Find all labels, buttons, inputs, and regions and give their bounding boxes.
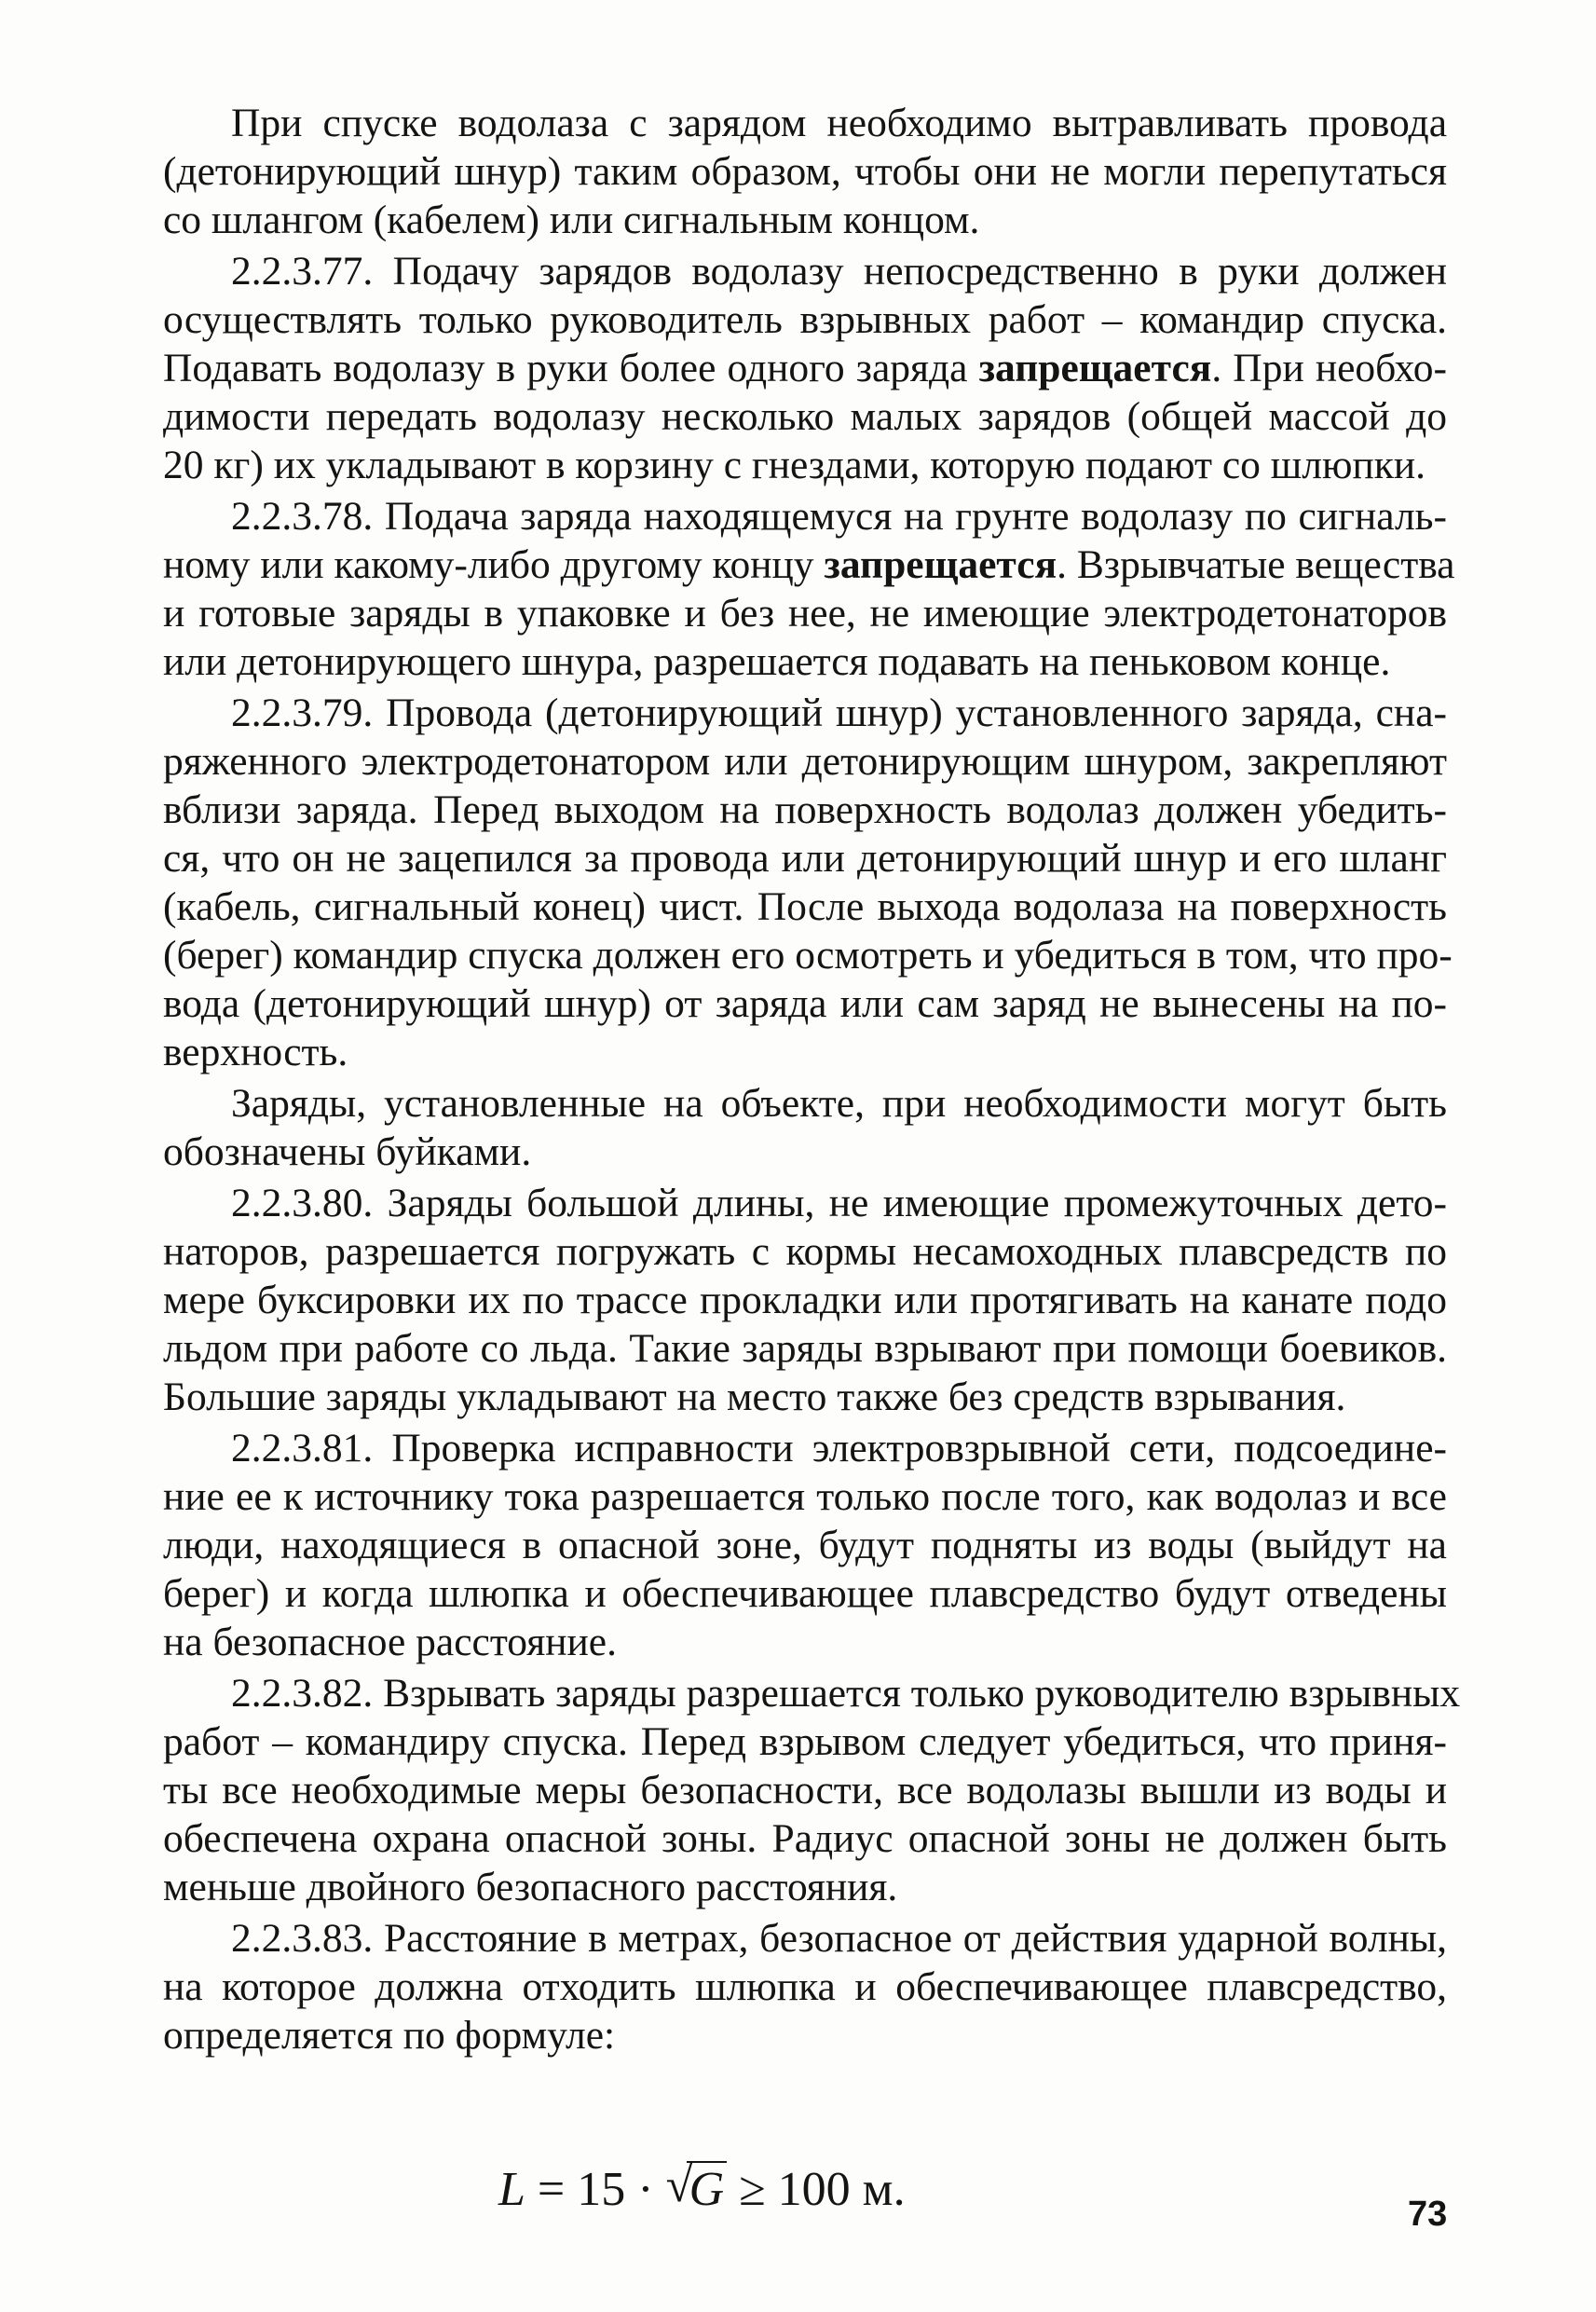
formula-eq: = 15 ·: [525, 2163, 666, 2216]
text-line: (кабель, сигнальный конец) чист. После выхода водолаза на поверхность: [163, 884, 1447, 929]
text-line: на которое должна отходить шлюпка и обеспечивающее плавсредство,: [163, 1964, 1447, 2009]
emphasis: запрещается: [978, 346, 1212, 390]
text-line: ся, что он не зацепился за провода или детонирующий шнур и его шланг: [163, 836, 1447, 881]
paragraph: [163, 99, 1447, 244]
text-line: наторов, разрешается погружать с кормы несамоходных плавсредств по: [163, 1229, 1447, 1274]
text-line: со шлангом (кабелем) или сигнальным концом.: [163, 198, 980, 242]
text-line: При спуске водолаза с зарядом необходимо вытравливать провода: [231, 101, 1447, 145]
text-line: ты все необходимые меры безопасности, все водолазы вышли из воды и: [163, 1768, 1447, 1813]
text-line: вода (детонирующий шнур) от заряда или сам заряд не вынесены на по-: [163, 981, 1447, 1026]
text-line: работ – командиру спуска. Перед взрывом следует убедиться, что приня-: [163, 1719, 1447, 1764]
text-line: 2.2.3.81. Проверка исправности электровзрывной сети, подсоедине-: [231, 1426, 1447, 1471]
paragraph: [163, 492, 1455, 686]
text-line: обозначены буйками.: [163, 1129, 532, 1174]
text-line: ному или какому-либо другому концу запрещается. Взрывчатые вещества: [163, 542, 1455, 587]
paragraph: [163, 1914, 1447, 2059]
text-line: 2.2.3.83. Расстояние в метрах, безопасное от действия ударной волны,: [231, 1916, 1447, 1961]
text-line: определяется по формуле:: [163, 2013, 616, 2058]
formula-safe-distance: [498, 2159, 906, 2217]
text-line: Заряды, установленные на объекте, при необходимости могут быть: [231, 1081, 1447, 1126]
formula-sqrt: [665, 2159, 728, 2217]
text-line: Большие заряды укладывают на место также без средств взрывания.: [163, 1375, 1346, 1419]
text-line: обеспечена охрана опасной зоны. Радиус опасной зоны не должен быть: [163, 1816, 1447, 1861]
text-line: 2.2.3.77. Подачу зарядов водолазу непосредственно в руки должен: [231, 249, 1447, 294]
formula-rhs: ≥ 100 м.: [727, 2163, 906, 2216]
paragraph: [163, 1079, 1447, 1176]
formula-radicand: G: [687, 2161, 728, 2216]
text-line: вблизи заряда. Перед выходом на поверхность водолаз должен убедить-: [163, 787, 1447, 832]
text-line: 2.2.3.80. Заряды большой длины, не имеющие промежуточных дето-: [231, 1181, 1447, 1225]
paragraph: [163, 1424, 1447, 1666]
paragraph: [163, 1179, 1447, 1421]
text-line: или детонирующего шнура, разрешается подавать на пеньковом конце.: [163, 639, 1391, 684]
text-line: димости передать водолазу несколько малых зарядов (общей массой до: [163, 394, 1447, 439]
document-body: [163, 99, 1461, 2059]
text-line: 20 кг) их укладывают в корзину с гнездами, которую подают со шлюпки.: [163, 443, 1426, 487]
sqrt-sign-icon: √: [665, 2159, 693, 2212]
paragraph: [163, 247, 1447, 489]
text-line: Подавать водолазу в руки более одного заряда запрещается. При необхо-: [163, 346, 1447, 390]
paragraph: [163, 689, 1453, 1076]
text-line: мере буксировки их по трассе прокладки или протягивать на канате подо: [163, 1278, 1447, 1322]
paragraph: [163, 1669, 1461, 1911]
text-line: осуществлять только руководитель взрывных работ – командир спуска.: [163, 297, 1447, 342]
page-number: 73: [1408, 2195, 1448, 2234]
text-line: ряженного электродетонатором или детонирующим шнуром, закрепляют: [163, 739, 1447, 784]
emphasis: запрещается: [824, 542, 1057, 587]
text-line: 2.2.3.79. Провода (детонирующий шнур) установленного заряда, сна-: [231, 691, 1447, 735]
text-line: льдом при работе со льда. Такие заряды взрывают при помощи боевиков.: [163, 1326, 1447, 1371]
text-line: и готовые заряды в упаковке и без нее, не имеющие электродетонаторов: [163, 591, 1447, 636]
text-line: люди, находящиеся в опасной зоне, будут подняты из воды (выйдут на: [163, 1523, 1447, 1567]
text-line: ние ее к источнику тока разрешается только после того, как водолаз и все: [163, 1474, 1447, 1519]
text-line: 2.2.3.78. Подача заряда находящемуся на грунте водолазу по сигналь-: [231, 494, 1447, 539]
text-line: берег) и когда шлюпка и обеспечивающее плавсредство будут отведены: [163, 1571, 1447, 1616]
text-line: меньше двойного безопасного расстояния.: [163, 1865, 898, 1909]
text-line: (детонирующий шнур) таким образом, чтобы они не могли перепутаться: [163, 149, 1447, 194]
formula-lhs: L: [498, 2163, 525, 2216]
text-line: на безопасное расстояние.: [163, 1620, 617, 1664]
text-line: (берег) командир спуска должен его осмотреть и убедиться в том, что про-: [163, 933, 1453, 978]
text-line: 2.2.3.82. Взрывать заряды разрешается только руководителю взрывных: [231, 1671, 1461, 1716]
text-line: верхность.: [163, 1030, 348, 1074]
